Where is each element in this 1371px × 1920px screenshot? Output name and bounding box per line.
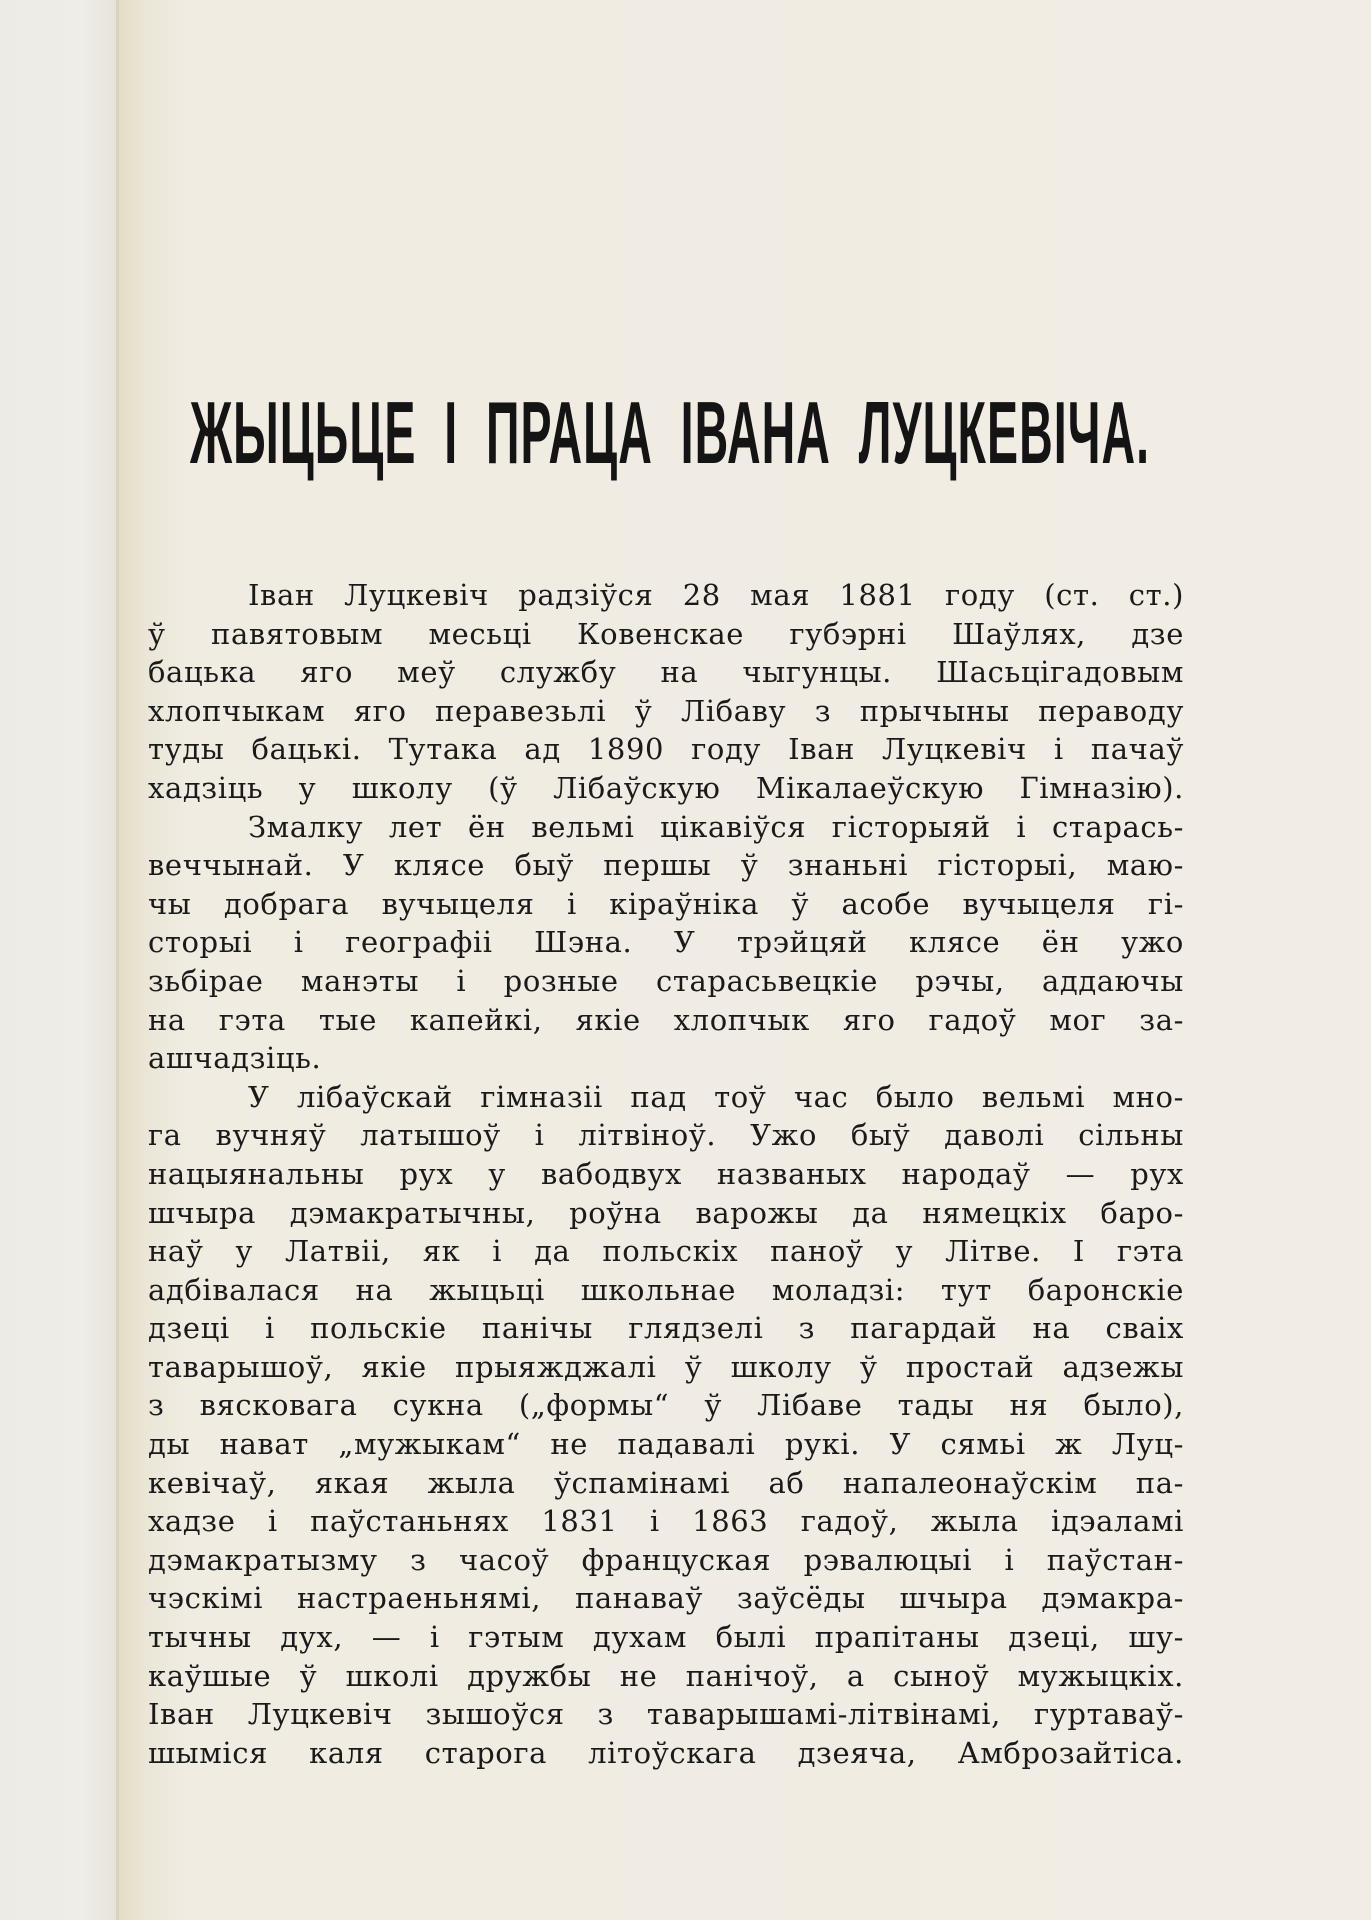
text-line: на гэта тые капейкі, якіе хлопчык яго гадоў мог за- [148, 1002, 1184, 1037]
text-line: адбівалася на жыцьці школьнае моладзі: тут баронскіе [148, 1272, 1184, 1307]
text-line: наў у Латвіі, як і да польскіх паноў у Літве. І гэта [148, 1234, 1184, 1269]
text-line: каўшые ў школі дружбы не панічоў, а сыноў мужыцкіх. [148, 1658, 1184, 1693]
text-line: зьбірае манэты і розные старасьвецкіе рэчы, аддаючы [148, 963, 1184, 998]
page-gutter [116, 0, 119, 1920]
text-line: тычны дух, — і гэтым духам былі прапітаны дзеці, шу- [148, 1620, 1184, 1655]
text-line: Іван Луцкевіч зышоўся з таварышамі-літвінамі, гуртаваў- [148, 1697, 1184, 1732]
text-line: шыміся каля старога літоўскага дзеяча, Амброзайтіса. [148, 1735, 1184, 1770]
text-line: У лібаўскай гімназіі пад тоў час было вельмі мно- [248, 1079, 1184, 1114]
text-line: дэмакратызму з часоў француская рэвалюцыі і паўстан- [148, 1542, 1184, 1577]
page-title: ЖЫЦЬЦЕ І ПРАЦА ІВАНА ЛУЦКЕВІЧА. [190, 383, 1151, 482]
text-line: з вясковага сукна („формы“ ў Лібаве тады ня было), [148, 1388, 1184, 1423]
article-body [148, 576, 1184, 1772]
text-line: ды нават „мужыкам“ не падавалі рукі. У сямьі ж Луц- [148, 1427, 1184, 1462]
text-line: чы добрага вучыцеля і кіраўніка ў асобе вучыцеля гі- [148, 886, 1184, 921]
text-line: дзеці і польскіе панічы глядзелі з пагардай на сваіх [148, 1311, 1184, 1346]
facing-page-edge [0, 0, 118, 1920]
text-line: туды бацькі. Тутака ад 1890 году Іван Луцкевіч і пачаў [148, 732, 1184, 767]
text-line: хадзе і паўстаньнях 1831 і 1863 гадоў, жыла ідэаламі [148, 1504, 1184, 1539]
text-line: бацька яго меў службу на чыгунцы. Шасьцігадовым [148, 655, 1184, 690]
text-line: сторыі і географіі Шэна. У трэйцяй клясе ён ужо [148, 925, 1184, 960]
text-line: шчыра дэмакратычны, роўна варожы да нямецкіх баро- [148, 1195, 1184, 1230]
text-line: хлопчыкам яго перавезьлі ў Лібаву з прычыны пераводу [148, 693, 1184, 728]
text-line: таварышоў, якіе прыяжджалі ў школу ў простай адзежы [148, 1349, 1184, 1384]
text-line: чэскімі настраеньнямі, панаваў заўсёды шчыра дэмакра- [148, 1581, 1184, 1616]
text-line: ў павятовым месьці Ковенскае губэрні Шаўлях, дзе [148, 616, 1184, 651]
text-line: Іван Луцкевіч радзіўся 28 мая 1881 году (ст. ст.) [248, 578, 1184, 612]
text-line: хадзіць у школу (ў Лібаўскую Мікалаеўскую Гімназію). [148, 770, 1184, 805]
text-line: Змалку лет ён вельмі цікавіўся гісторыяй і старась- [248, 809, 1184, 844]
text-line: кевічаў, якая жыла ўспамінамі аб напалеонаўскім па- [148, 1465, 1184, 1500]
text-line: нацыянальны рух у вабодвух названых народаў — рух [148, 1156, 1184, 1191]
text-line: га вучняў латышоў і літвіноў. Ужо быў даволі сільны [148, 1118, 1184, 1153]
text-line: веччынай. У клясе быў першы ў знаньні гісторыі, маю- [148, 848, 1184, 883]
text-line: ашчадзіць. [148, 1041, 322, 1076]
